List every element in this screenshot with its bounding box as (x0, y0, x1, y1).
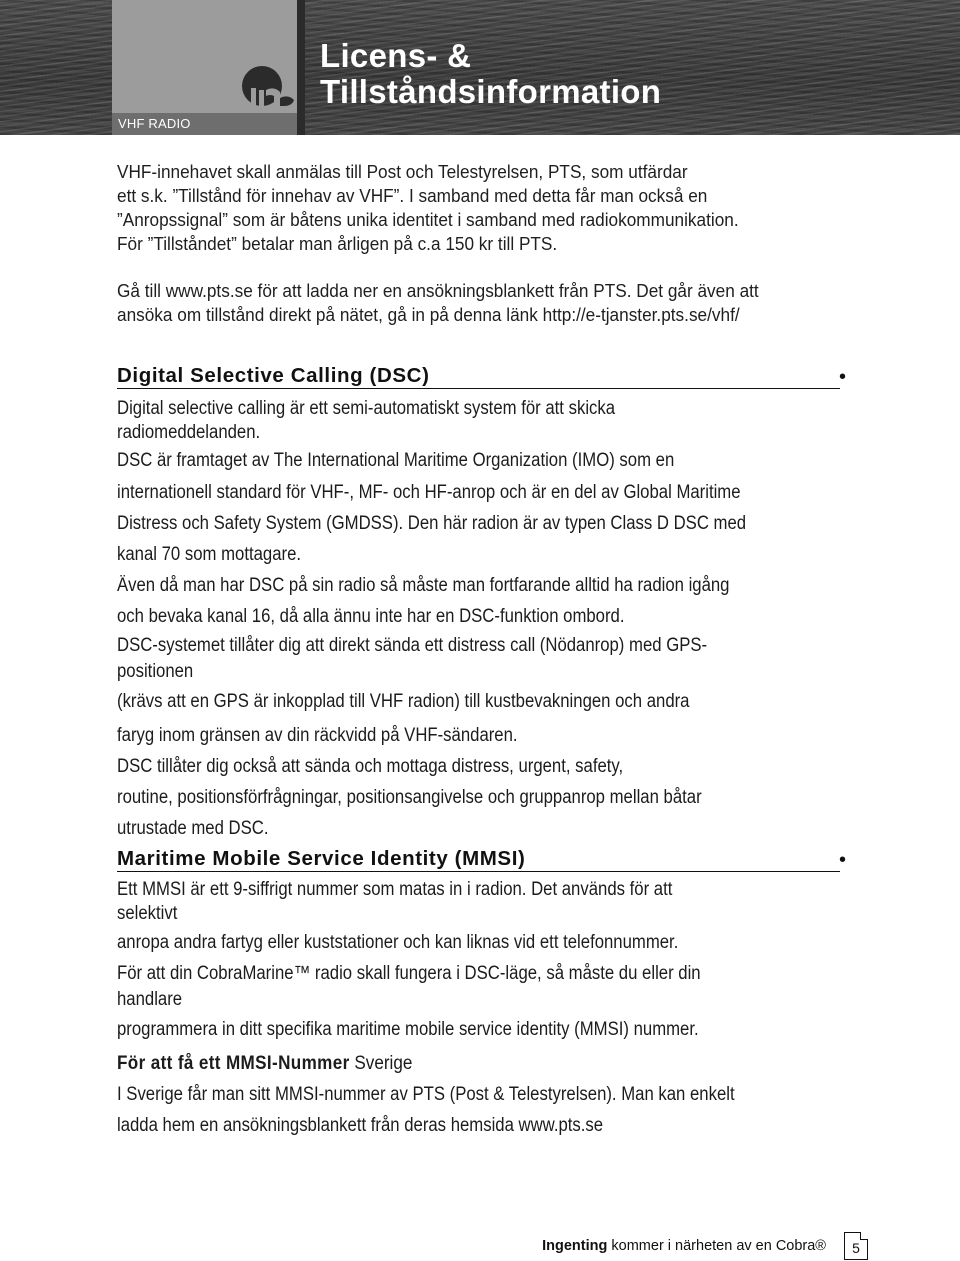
dsc-line: Även då man har DSC på sin radio så måste man fortfarande alltid ha radion igång (117, 575, 730, 596)
dsc-line: (krävs att en GPS är inkopplad till VHF radion) till kustbevakningen och andra (117, 691, 690, 712)
section-label: VHF RADIO (118, 116, 191, 131)
page-number: 5 (852, 1240, 860, 1256)
intro-line: ”Anropssignal” som är båtens unika identitet i samband med radiokommunikation. (117, 209, 739, 230)
dsc-line: internationell standard för VHF-, MF- och HF-anrop och är en del av Global Maritime (117, 482, 741, 503)
dsc-line: utrustade med DSC. (117, 818, 269, 839)
footer-slogan-text: kommer i närheten av en Cobra® (607, 1238, 826, 1254)
dsc-line: DSC är framtaget av The International Maritime Organization (IMO) som en (117, 450, 675, 471)
intro-line: För ”Tillståndet” betalar man årligen på c.a 150 kr till PTS. (117, 233, 558, 254)
dsc-line: kanal 70 som mottagare. (117, 544, 302, 565)
dsc-line: routine, positionsförfrågningar, positionsangivelse och gruppanrop mellan båtar (117, 787, 702, 808)
mmsi-subheading-country: Sverige (349, 1053, 413, 1074)
mmsi-body (117, 878, 847, 1141)
page-number-box (844, 1232, 868, 1260)
dsc-line: positionen (117, 661, 194, 682)
mmsi-line: selektivt (117, 903, 178, 924)
mmsi-line: För att din CobraMarine™ radio skall fungera i DSC-läge, så måste du eller din (117, 963, 701, 984)
page-header (0, 0, 960, 135)
cobra-logo-icon (236, 64, 296, 112)
dsc-section-heading (117, 363, 846, 389)
footer-slogan (542, 1238, 826, 1254)
mmsi-heading-text: Maritime Mobile Service Identity (MMSI) (117, 847, 526, 870)
dsc-line: radiomeddelanden. (117, 422, 261, 443)
intro-line: VHF-innehavet skall anmälas till Post och Telestyrelsen, PTS, som utfärdar (117, 161, 688, 182)
header-divider (297, 0, 305, 135)
dsc-line: och bevaka kanal 16, då alla ännu inte har en DSC-funktion ombord. (117, 606, 625, 627)
dsc-heading-text: Digital Selective Calling (DSC) (117, 364, 430, 387)
page-title-line-1: Licens- & (320, 37, 472, 74)
intro-line: ett s.k. ”Tillstånd för innehav av VHF”. I samband med detta får man också en (117, 185, 708, 206)
mmsi-line: handlare (117, 989, 183, 1010)
page-title-line-2: Tillståndsinformation (320, 73, 662, 110)
mmsi-subheading (117, 1048, 855, 1079)
bullet-icon: • (838, 366, 846, 388)
mmsi-subheading-bold: För att få ett MMSI-Nummer (117, 1053, 350, 1074)
footer-slogan-bold: Ingenting (542, 1238, 608, 1254)
dsc-body (117, 397, 847, 844)
dsc-line: Digital selective calling är ett semi-automatiskt system för att skicka (117, 398, 616, 419)
page-footer (542, 1232, 868, 1260)
mmsi-line: programmera in ditt specifika maritime mobile service identity (MMSI) nummer. (117, 1019, 699, 1040)
intro-link-line: ansöka om tillstånd direkt på nätet, gå in på denna länk http://e-tjanster.pts.se/vhf/ (117, 304, 740, 325)
dsc-line: Distress och Safety System (GMDSS). Den här radion är av typen Class D DSC med (117, 513, 747, 534)
dsc-line: DSC tillåter dig också att sända och mottaga distress, urgent, safety, (117, 756, 624, 777)
bullet-icon: • (838, 849, 846, 871)
dsc-line: DSC-systemet tillåter dig att direkt sända ett distress call (Nödanrop) med GPS- (117, 635, 708, 656)
mmsi-section-heading (117, 846, 846, 872)
page-title (320, 38, 840, 110)
mmsi-line: ladda hem en ansökningsblankett från deras hemsida www.pts.se (117, 1115, 604, 1136)
intro-link-line: Gå till www.pts.se för att ladda ner en ansökningsblankett från PTS. Det går även att (117, 280, 759, 301)
page-content (117, 160, 847, 1141)
mmsi-line: Ett MMSI är ett 9-siffrigt nummer som matas in i radion. Det används för att (117, 879, 673, 900)
mmsi-line: anropa andra fartyg eller kuststationer och kan liknas vid ett telefonnummer. (117, 932, 679, 953)
mmsi-line: I Sverige får man sitt MMSI-nummer av PTS (Post & Telestyrelsen). Man kan enkelt (117, 1084, 735, 1105)
intro-paragraphs (117, 160, 847, 327)
dsc-line: faryg inom gränsen av din räckvidd på VHF-sändaren. (117, 725, 518, 746)
